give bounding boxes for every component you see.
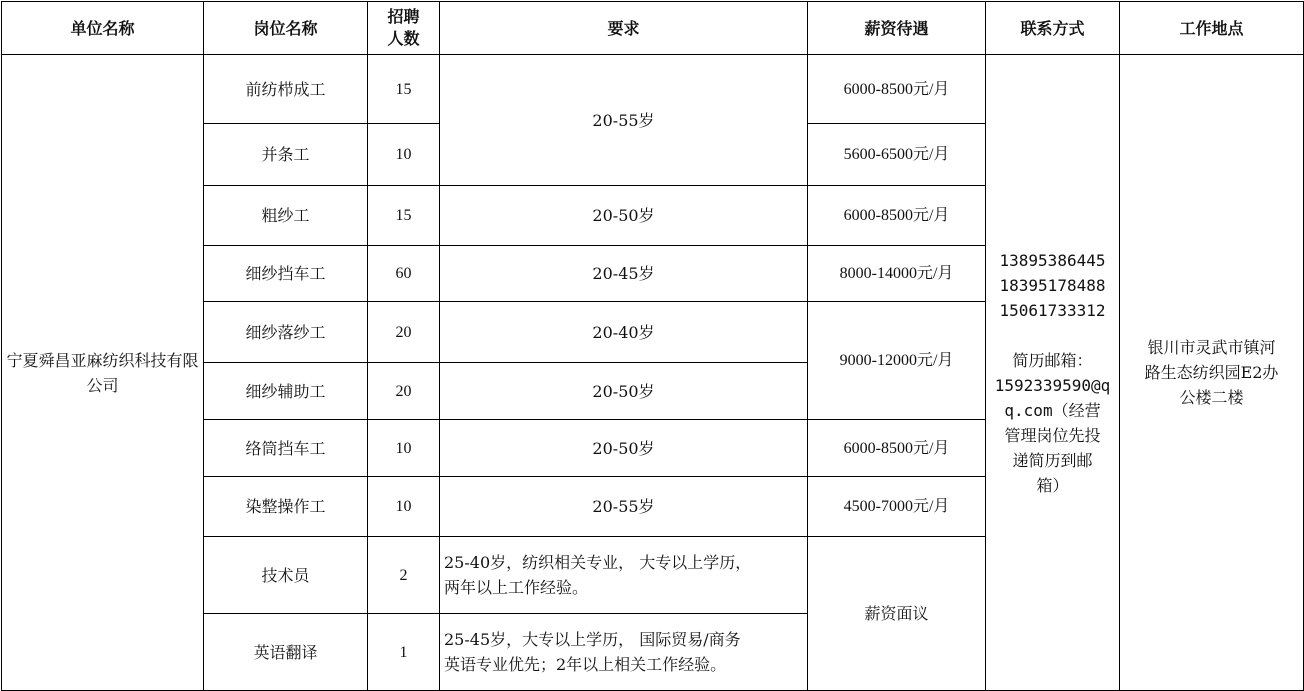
email-note: 递简历到邮 <box>1012 450 1093 470</box>
position-cell: 前纺栉成工 <box>204 55 368 124</box>
count-cell: 10 <box>368 124 440 186</box>
position-cell: 细纱辅助工 <box>204 363 368 420</box>
requirement-cell: 20-50岁 <box>440 363 808 420</box>
requirement-line: 两年以上工作经验。 <box>444 578 589 597</box>
position-cell: 细纱落纱工 <box>204 302 368 363</box>
header-company: 单位名称 <box>2 2 204 55</box>
requirement-cell: 20-45岁 <box>440 246 808 302</box>
requirement-cell: 20-50岁 <box>440 186 808 246</box>
position-cell: 细纱挡车工 <box>204 246 368 302</box>
position-cell: 并条工 <box>204 124 368 186</box>
requirement-cell: 20-40岁 <box>440 302 808 363</box>
count-cell: 15 <box>368 55 440 124</box>
header-contact: 联系方式 <box>986 2 1120 55</box>
header-count-line2: 人数 <box>387 29 420 48</box>
phone-number: 18395178488 <box>999 275 1106 295</box>
location-line: 路生态纺织园E2办 <box>1144 363 1279 382</box>
count-cell: 10 <box>368 420 440 477</box>
header-count-line1: 招聘 <box>387 7 420 26</box>
header-row <box>2 2 1304 55</box>
requirement-cell: 20-55岁 <box>440 55 808 186</box>
header-requirements: 要求 <box>440 2 808 55</box>
salary-cell: 6000-8500元/月 <box>808 55 986 124</box>
header-location: 工作地点 <box>1120 2 1304 55</box>
requirement-cell <box>440 614 808 691</box>
email-text: q.com（经营 <box>1004 400 1101 420</box>
count-cell: 20 <box>368 363 440 420</box>
requirement-cell: 20-55岁 <box>440 477 808 537</box>
count-cell: 15 <box>368 186 440 246</box>
header-count <box>368 2 440 55</box>
count-cell: 2 <box>368 537 440 614</box>
requirement-line: 25-45岁，大专以上学历， 国际贸易/商务 <box>444 630 741 649</box>
position-cell: 染整操作工 <box>204 477 368 537</box>
salary-cell: 薪资面议 <box>808 537 986 691</box>
work-location <box>1120 55 1304 691</box>
salary-cell: 4500-7000元/月 <box>808 477 986 537</box>
email-note: 箱） <box>1036 475 1069 495</box>
requirement-line: 英语专业优先；2年以上相关工作经验。 <box>444 655 727 674</box>
requirement-cell: 20-50岁 <box>440 420 808 477</box>
requirement-line: 25-40岁，纺织相关专业， 大专以上学历， <box>444 553 752 572</box>
count-cell: 1 <box>368 614 440 691</box>
position-cell: 英语翻译 <box>204 614 368 691</box>
email-note: 管理岗位先投 <box>1004 425 1101 445</box>
contact-info <box>986 55 1120 691</box>
company-name: 宁夏舜昌亚麻纺织科技有限公司 <box>2 55 204 691</box>
recruitment-table <box>1 1 1304 691</box>
requirement-cell <box>440 537 808 614</box>
position-cell: 技术员 <box>204 537 368 614</box>
table-row <box>2 55 1304 124</box>
salary-cell: 9000-12000元/月 <box>808 302 986 420</box>
phone-number: 13895386445 <box>999 250 1106 270</box>
email-text: 1592339590@q <box>994 375 1111 395</box>
salary-cell: 6000-8500元/月 <box>808 420 986 477</box>
header-salary: 薪资待遇 <box>808 2 986 55</box>
location-line: 银川市灵武市镇河 <box>1147 338 1276 357</box>
salary-cell: 6000-8500元/月 <box>808 186 986 246</box>
count-cell: 10 <box>368 477 440 537</box>
salary-cell: 5600-6500元/月 <box>808 124 986 186</box>
header-position: 岗位名称 <box>204 2 368 55</box>
position-cell: 粗纱工 <box>204 186 368 246</box>
position-cell: 络筒挡车工 <box>204 420 368 477</box>
phone-number: 15061733312 <box>999 300 1106 320</box>
email-label: 简历邮箱： <box>1012 350 1093 370</box>
count-cell: 20 <box>368 302 440 363</box>
location-line: 公楼二楼 <box>1179 388 1244 407</box>
count-cell: 60 <box>368 246 440 302</box>
salary-cell: 8000-14000元/月 <box>808 246 986 302</box>
